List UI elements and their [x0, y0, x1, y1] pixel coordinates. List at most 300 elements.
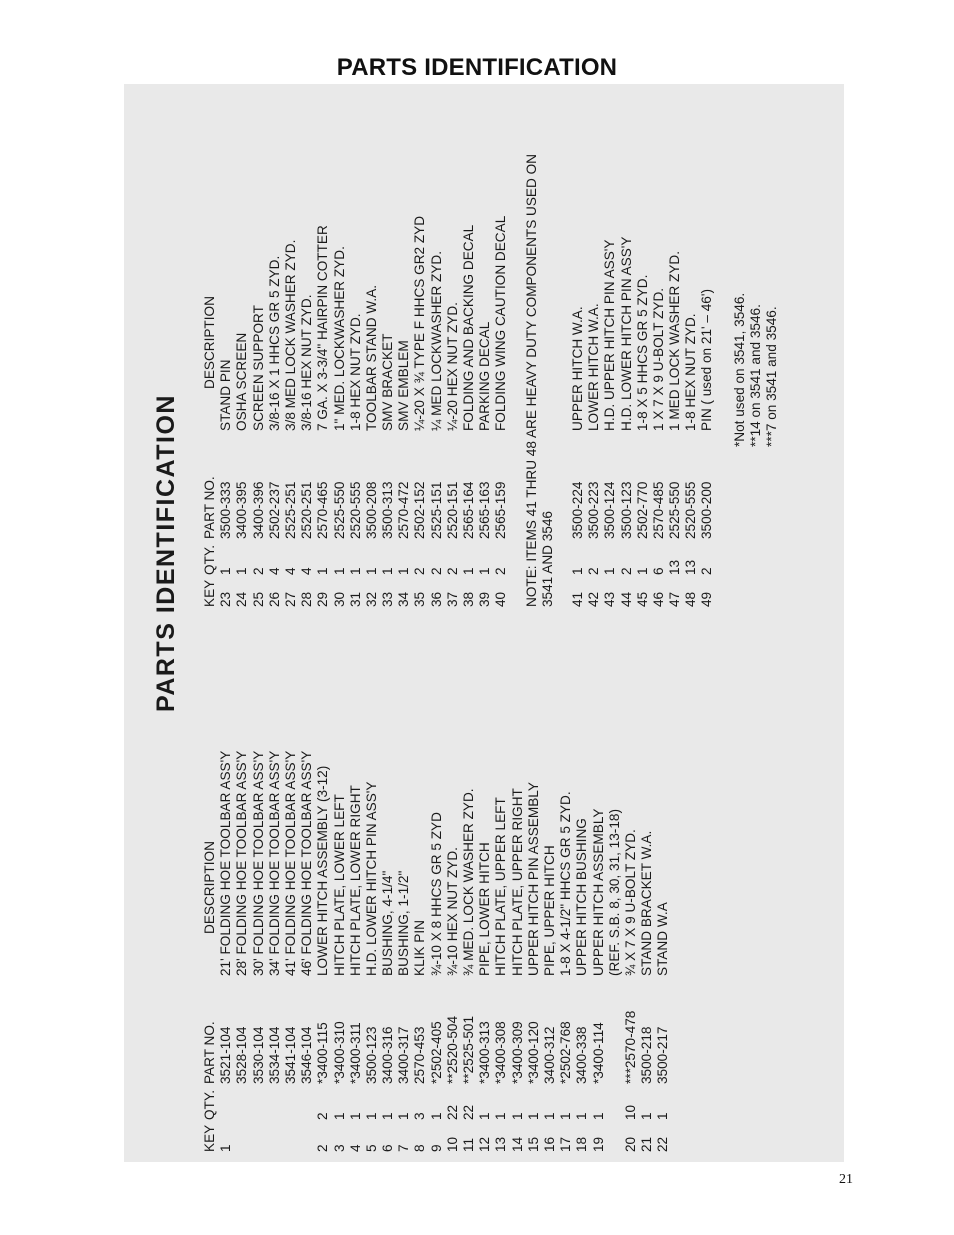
key-cell: 46 [650, 591, 666, 607]
table-row [429, 154, 445, 607]
key-cell: 23 [218, 591, 234, 607]
table-row [332, 751, 348, 1152]
note-line: 3541 AND 3546 [539, 511, 555, 607]
footnote: **14 on 3541 and 3546. [747, 304, 763, 447]
qty-cell [283, 1084, 299, 1120]
table-row [218, 751, 234, 1152]
description-cell: ¼-20 X ¾ TYPE F HHCS GR2 ZYD [412, 215, 428, 431]
description-cell: ¼ MED LOCKWASHER ZYD. [428, 250, 444, 431]
table-row [639, 751, 655, 1152]
footnote: ***7 on 3541 and 3546. [764, 306, 780, 447]
key-header: KEY [202, 579, 217, 607]
key-cell: 37 [444, 591, 460, 607]
part-no-cell: 2520-555 [347, 481, 363, 539]
qty-cell: 2 [315, 1112, 331, 1120]
qty-cell: 1 [493, 1112, 509, 1120]
note-line: NOTE: ITEMS 41 THRU 48 ARE HEAVY DUTY COMPONENTS USED ON [523, 154, 539, 607]
qty-cell: 1 [590, 1112, 606, 1120]
description-cell: ¾-10 X 8 HHCS GR 5 ZYD [428, 812, 444, 976]
description-cell: LOWER HITCH W.A. [586, 303, 602, 431]
part-no-cell: 2570-465 [315, 481, 331, 539]
part-no-cell: *3400-120 [525, 1021, 541, 1084]
part-no-cell: 3528-104 [234, 1026, 250, 1084]
part-no-cell: 2525-550 [667, 481, 683, 539]
key-cell: 10 [444, 1136, 460, 1152]
page-title: PARTS IDENTIFICATION [336, 54, 618, 81]
heavy-duty-note [524, 154, 556, 607]
part-no-cell: *3400-309 [509, 1021, 525, 1084]
table-row [283, 751, 299, 1152]
table-row [445, 154, 461, 607]
part-no-cell: 3500-333 [218, 481, 234, 539]
part-no-cell: 2525-550 [331, 481, 347, 539]
part-no-cell: 3400-312 [541, 1026, 557, 1084]
qty-cell: 2 [412, 567, 428, 575]
table-row [380, 154, 396, 607]
description-cell: 3/8-16 HEX NUT ZYD. [299, 294, 315, 431]
qty-cell: 13 [667, 559, 683, 575]
table-row [364, 154, 380, 607]
table-row [396, 751, 412, 1152]
table-row [477, 154, 493, 607]
qty-cell: 13 [683, 559, 699, 575]
table-row [283, 154, 299, 607]
left-parts-table [202, 751, 671, 1152]
rotated-parts-list [124, 84, 844, 1162]
table-row [412, 154, 428, 607]
key-cell: 44 [618, 591, 634, 607]
table-row [251, 751, 267, 1152]
table-row [586, 154, 602, 607]
key-cell: 38 [461, 591, 476, 607]
key-cell: 34 [396, 591, 412, 607]
qty-cell: 2 [250, 567, 266, 575]
qty-cell: 1 [639, 1112, 655, 1120]
description-cell: 3/8-16 X 1 HHCS GR 5 ZYD. [266, 255, 282, 431]
key-cell: 15 [525, 1136, 541, 1152]
qty-cell: 1 [602, 567, 618, 575]
description-cell: 41' FOLDING HOE TOOLBAR ASS'Y [282, 750, 298, 976]
key-cell: 36 [428, 591, 444, 607]
key-cell: 5 [363, 1144, 379, 1152]
description-cell: PARKING DECAL [477, 321, 493, 431]
table-row [299, 751, 315, 1152]
part-no-cell: 3500-200 [699, 481, 715, 539]
key-cell: 26 [266, 591, 282, 607]
part-no-cell: 2502-237 [266, 481, 282, 539]
table-row [574, 751, 590, 1152]
qty-cell: 1 [396, 567, 412, 575]
table-row [234, 751, 250, 1152]
part-no-cell: **2520-504 [444, 1015, 460, 1084]
key-cell: 45 [634, 591, 650, 607]
table-row [348, 751, 364, 1152]
qty-cell: 1 [234, 567, 250, 575]
description-cell: HITCH PLATE, UPPER RIGHT [509, 788, 525, 976]
description-cell: SMV BRACKET [380, 333, 396, 431]
table-row [493, 751, 509, 1152]
key-cell: 1 [218, 1144, 234, 1152]
part-no-cell: *3400-115 [315, 1022, 331, 1084]
qty-cell: 1 [331, 567, 347, 575]
part-no-cell: 3534-104 [266, 1026, 282, 1084]
qty-header: QTY. [202, 545, 217, 575]
part-no-cell: 3500-123 [618, 481, 634, 539]
description-cell: ¾ MED. LOCK WASHER ZYD. [461, 788, 476, 976]
description-cell: HITCH PLATE, UPPER LEFT [493, 797, 509, 976]
page-number: 21 [839, 1172, 853, 1187]
key-cell [299, 1120, 315, 1152]
key-cell: 32 [363, 591, 379, 607]
table-row [667, 154, 683, 607]
description-cell: UPPER HITCH BUSHING [574, 818, 590, 976]
description-cell: (REF. S.B. 8, 30, 31, 13-18) [606, 809, 622, 976]
table-row [315, 154, 331, 607]
table-row [412, 751, 428, 1152]
key-cell [607, 1120, 623, 1152]
key-cell: 29 [315, 591, 331, 607]
description-cell: 1-8 X 5 HHCS GR 5 ZYD. [634, 274, 650, 431]
part-no-cell: 3530-104 [250, 1026, 266, 1084]
qty-cell [251, 1084, 267, 1120]
description-cell: UPPER HITCH W.A. [569, 306, 585, 431]
description-cell: PIPE, LOWER HITCH [477, 842, 493, 976]
description-cell: ¼-20 HEX NUT ZYD. [444, 302, 460, 431]
qty-cell: 2 [618, 567, 634, 575]
description-cell: SMV EMBLEM [396, 340, 412, 431]
qty-cell: 1 [363, 567, 379, 575]
description-cell: TOOLBAR STAND W.A. [363, 284, 379, 431]
description-cell: PIN ( used on 21' – 46') [699, 289, 715, 431]
qty-cell: 4 [299, 567, 315, 575]
table-row [526, 751, 542, 1152]
qty-cell [607, 1084, 623, 1120]
description-cell: 3/8 MED LOCK WASHER ZYD. [282, 239, 298, 431]
table-header [202, 751, 218, 1152]
key-cell: 25 [250, 591, 266, 607]
key-header: KEY [202, 1124, 217, 1152]
qty-cell: 1 [509, 1112, 525, 1120]
table-row [461, 154, 477, 607]
qty-cell: 1 [477, 567, 493, 575]
description-cell: 1-8 X 4-1/2" HHCS GR 5 ZYD. [558, 791, 574, 976]
qty-cell [234, 1084, 250, 1120]
table-row [619, 154, 635, 607]
key-cell: 8 [412, 1144, 428, 1152]
table-row [396, 154, 412, 607]
description-cell: ¾ X 7 X 9 U-BOLT ZYD. [622, 829, 638, 976]
qty-cell [299, 1084, 315, 1120]
description-cell: HITCH PLATE, LOWER LEFT [331, 794, 347, 976]
left-table-body [218, 751, 671, 1152]
part-no-cell: *3400-310 [331, 1021, 347, 1084]
key-cell: 49 [699, 591, 715, 607]
table-row [299, 154, 315, 607]
qty-cell: 1 [347, 1112, 363, 1120]
part-no-cell: 2565-164 [461, 481, 476, 539]
key-cell: 11 [461, 1137, 476, 1152]
description-cell: 28' FOLDING HOE TOOLBAR ASS'Y [234, 750, 250, 976]
description-cell: OSHA SCREEN [234, 332, 250, 431]
key-cell: 33 [380, 591, 396, 607]
key-cell: 42 [586, 591, 602, 607]
key-cell: 17 [558, 1136, 574, 1152]
table-header [202, 154, 218, 607]
table-row [429, 751, 445, 1152]
key-cell: 14 [509, 1136, 525, 1152]
qty-cell: 10 [622, 1104, 638, 1120]
right-parts-table [202, 154, 780, 607]
part-no-cell: 3400-317 [396, 1026, 412, 1084]
description-cell: PIPE, UPPER HITCH [541, 845, 557, 976]
qty-cell [218, 1084, 234, 1120]
key-cell: 9 [428, 1144, 444, 1152]
table-row [510, 751, 526, 1152]
part-no-cell: 2502-152 [412, 481, 428, 539]
qty-cell: 1 [428, 1112, 444, 1120]
part-no-cell: 3500-123 [363, 1026, 379, 1084]
description-cell: H.D. LOWER HITCH PIN ASS'Y [363, 781, 379, 976]
qty-cell: 4 [266, 567, 282, 575]
key-cell: 27 [282, 591, 298, 607]
table-row [558, 751, 574, 1152]
qty-cell: 4 [282, 567, 298, 575]
key-cell: 28 [299, 591, 315, 607]
key-cell: 47 [667, 591, 683, 607]
footnotes [732, 154, 781, 607]
key-cell: 20 [622, 1136, 638, 1152]
key-cell [283, 1120, 299, 1152]
qty-cell: 1 [218, 567, 234, 575]
description-header: DESCRIPTION [202, 841, 217, 934]
description-cell: 30' FOLDING HOE TOOLBAR ASS'Y [250, 750, 266, 976]
key-cell: 30 [331, 591, 347, 607]
key-cell [251, 1120, 267, 1152]
description-cell: BUSHING, 1-1/2" [396, 870, 412, 976]
key-cell: 39 [477, 591, 493, 607]
description-cell: 1-8 HEX NUT ZYD. [683, 313, 699, 431]
key-cell: 41 [569, 591, 585, 607]
qty-cell: 22 [444, 1104, 460, 1120]
key-cell: 43 [602, 591, 618, 607]
part-no-cell [607, 976, 623, 1084]
description-cell: BUSHING, 4-1/4" [380, 870, 396, 976]
description-cell: STAND PIN [218, 359, 234, 431]
part-no-cell: 2570-472 [396, 481, 412, 539]
description-cell: FOLDING WING CAUTION DECAL [493, 215, 509, 431]
part-no-header: PART NO. [202, 476, 217, 539]
part-no-cell: *3400-311 [347, 1022, 363, 1084]
description-cell: SCREEN SUPPORT [250, 305, 266, 431]
table-row [683, 154, 699, 607]
table-row [493, 154, 509, 607]
description-cell: H.D. UPPER HITCH PIN ASS'Y [602, 239, 618, 431]
part-no-cell: 3400-395 [234, 481, 250, 539]
table-row [699, 154, 715, 607]
description-cell: FOLDING AND BACKING DECAL [461, 224, 476, 431]
part-no-cell: 2565-163 [477, 481, 493, 539]
part-no-cell: 3500-124 [602, 481, 618, 539]
part-no-cell: 2570-485 [650, 481, 666, 539]
table-row [445, 751, 461, 1152]
part-no-cell: 3500-217 [655, 1026, 671, 1084]
table-row [651, 154, 667, 607]
qty-cell: 1 [541, 1112, 557, 1120]
qty-cell: 1 [380, 1112, 396, 1120]
qty-cell: 2 [444, 567, 460, 575]
key-cell [234, 1120, 250, 1152]
part-no-cell: 2525-151 [428, 481, 444, 539]
key-cell: 13 [493, 1136, 509, 1152]
key-cell: 35 [412, 591, 428, 607]
part-no-cell: 2570-453 [412, 1026, 428, 1084]
qty-cell: 1 [655, 1112, 671, 1120]
qty-cell: 2 [493, 567, 509, 575]
table-row [267, 154, 283, 607]
table-row [251, 154, 267, 607]
table-row [607, 751, 623, 1152]
table-row [267, 751, 283, 1152]
part-no-cell: 3400-338 [574, 1026, 590, 1084]
part-no-cell: 3500-313 [380, 481, 396, 539]
table-row [570, 154, 586, 607]
description-cell: 1 MED LOCK WASHER ZYD. [667, 250, 683, 431]
part-no-cell: *2502-768 [558, 1021, 574, 1084]
description-cell: 1" MED. LOCKWASHER ZYD. [331, 246, 347, 431]
part-no-cell: *3400-313 [477, 1021, 493, 1084]
description-cell: H.D. LOWER HITCH PIN ASS'Y [618, 236, 634, 431]
part-no-cell: 3541-104 [282, 1026, 298, 1084]
footnote: *Not used on 3541, 3546. [731, 292, 747, 447]
qty-cell: 1 [363, 1112, 379, 1120]
qty-cell: 1 [380, 567, 396, 575]
qty-cell: 1 [525, 1112, 541, 1120]
part-no-cell: *2502-405 [428, 1021, 444, 1084]
table-row [315, 751, 331, 1152]
qty-cell: 1 [569, 567, 585, 575]
part-no-cell: 2525-251 [282, 481, 298, 539]
part-no-cell: 3500-224 [569, 481, 585, 539]
description-cell: 34' FOLDING HOE TOOLBAR ASS'Y [266, 750, 282, 976]
part-no-cell: 3521-104 [218, 1026, 234, 1084]
description-header: DESCRIPTION [202, 296, 217, 389]
qty-cell: 2 [428, 567, 444, 575]
qty-cell: 22 [461, 1104, 476, 1120]
key-cell: 3 [331, 1144, 347, 1152]
description-cell: HITCH PLATE, LOWER RIGHT [347, 785, 363, 976]
table-row [602, 154, 618, 607]
description-cell: 21' FOLDING HOE TOOLBAR ASS'Y [218, 750, 234, 976]
part-no-cell: 2520-555 [683, 481, 699, 539]
key-cell: 19 [590, 1136, 606, 1152]
part-no-cell: 3400-316 [380, 1026, 396, 1084]
qty-cell: 1 [558, 1112, 574, 1120]
qty-cell: 1 [347, 567, 363, 575]
part-no-cell: 3400-396 [250, 481, 266, 539]
table-row [364, 751, 380, 1152]
table-row [591, 751, 607, 1152]
table-row [623, 751, 639, 1152]
qty-cell: 1 [634, 567, 650, 575]
part-no-cell: 2520-251 [299, 481, 315, 539]
qty-cell: 1 [461, 567, 476, 575]
table-row [332, 154, 348, 607]
part-no-cell: 2520-151 [444, 481, 460, 539]
part-no-cell: *3400-308 [493, 1021, 509, 1084]
table-row [461, 751, 477, 1152]
part-no-cell: **2525-501 [461, 1015, 476, 1084]
table-row [655, 751, 671, 1152]
description-cell: 46' FOLDING HOE TOOLBAR ASS'Y [299, 750, 315, 976]
key-cell: 21 [639, 1136, 655, 1152]
part-no-header: PART NO. [202, 1021, 217, 1084]
table-row [542, 751, 558, 1152]
table-row [218, 154, 234, 607]
key-cell: 40 [493, 591, 509, 607]
qty-header: QTY. [202, 1090, 217, 1120]
description-cell: KLIK PIN [412, 920, 428, 976]
part-no-cell: ***2570-478 [622, 1010, 638, 1084]
key-cell: 24 [234, 591, 250, 607]
key-cell: 31 [347, 591, 363, 607]
table-row [234, 154, 250, 607]
part-no-cell: 3500-218 [639, 1026, 655, 1084]
description-cell: STAND BRACKET W.A. [639, 830, 655, 976]
qty-cell: 2 [699, 567, 715, 575]
qty-cell: 1 [331, 1112, 347, 1120]
key-cell: 18 [574, 1136, 590, 1152]
key-cell: 7 [396, 1144, 412, 1152]
qty-cell: 1 [396, 1112, 412, 1120]
description-cell: 1-8 HEX NUT ZYD. [347, 313, 363, 431]
key-cell: 6 [380, 1144, 396, 1152]
part-no-cell: 3500-223 [586, 481, 602, 539]
part-no-cell: 2565-159 [493, 481, 509, 539]
qty-cell [267, 1084, 283, 1120]
table-row [635, 154, 651, 607]
part-no-cell: 2502-770 [634, 481, 650, 539]
key-cell: 16 [541, 1136, 557, 1152]
qty-cell: 1 [477, 1112, 493, 1120]
heavy-duty-table-body [570, 154, 716, 607]
qty-cell: 1 [574, 1112, 590, 1120]
description-cell: LOWER HITCH ASSEMBLY (3-12) [315, 765, 331, 976]
scanned-parts-table [124, 84, 844, 1162]
key-cell: 4 [347, 1144, 363, 1152]
description-cell: 7 GA. X 3-3/4" HAIRPIN COTTER [315, 225, 331, 431]
right-table-body [218, 154, 509, 607]
scan-title: PARTS IDENTIFICATION [152, 394, 180, 712]
key-cell: 12 [477, 1136, 493, 1152]
key-cell [267, 1120, 283, 1152]
key-cell: 22 [655, 1136, 671, 1152]
key-cell: 48 [683, 591, 699, 607]
part-no-cell: 3500-208 [363, 481, 379, 539]
part-no-cell: *3400-114 [590, 1022, 606, 1084]
key-cell: 2 [315, 1144, 331, 1152]
description-cell: UPPER HITCH PIN ASSEMBLY [525, 782, 541, 976]
description-cell: ¾-10 HEX NUT ZYD. [444, 847, 460, 976]
description-cell: UPPER HITCH ASSEMBLY [590, 808, 606, 976]
table-row [380, 751, 396, 1152]
qty-cell: 6 [650, 567, 666, 575]
description-cell: 1 X 7 X 9 U-BOLT ZYD. [650, 287, 666, 431]
description-cell: STAND W.A [655, 902, 671, 976]
table-row [477, 751, 493, 1152]
table-row [348, 154, 364, 607]
part-no-cell: 3546-104 [299, 1026, 315, 1084]
qty-cell: 1 [315, 567, 331, 575]
